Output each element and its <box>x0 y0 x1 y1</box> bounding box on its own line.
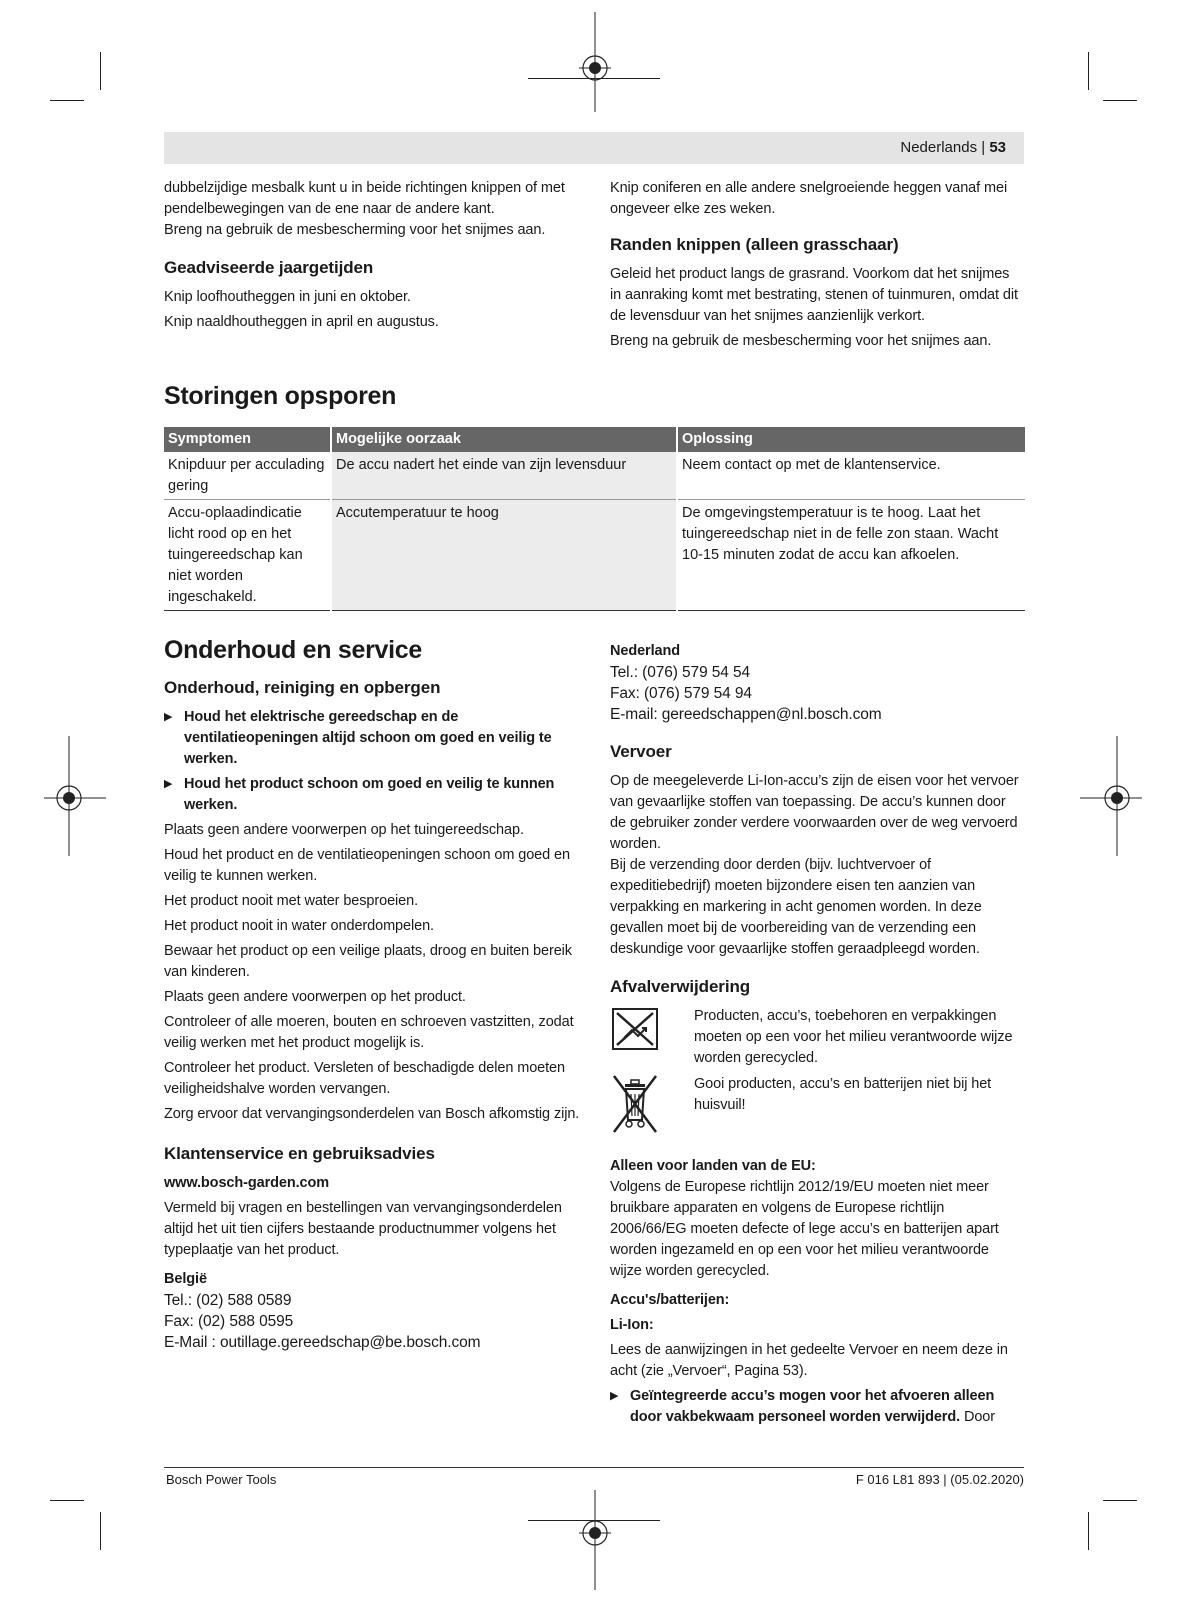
disposal-bullet-rest: Door <box>963 1409 995 1425</box>
recycle-block <box>610 1006 1024 1074</box>
weee-block <box>610 1074 1024 1150</box>
registration-mark-icon <box>573 1490 617 1590</box>
maintenance-paragraph: Het product nooit met water besproeien. <box>164 893 419 909</box>
season-paragraph: Knip naaldhoutheggen in april en augustus. <box>164 314 439 330</box>
maintenance-paragraph: Het product nooit in water onderdompelen. <box>164 918 434 934</box>
table-header: Symptomen <box>164 427 331 452</box>
table-header: Oplossing <box>677 427 1025 452</box>
liion-paragraph: Lees de aanwijzingen in het gedeelte Vervoer en neem deze in acht (zie „Vervoer“, Pagina 53). <box>610 1342 1008 1379</box>
liion-heading: Li-Ion: <box>610 1317 654 1333</box>
intro-paragraph: Breng na gebruik de mesbescherming voor het snijmes aan. <box>164 222 546 238</box>
table-row <box>164 500 1025 611</box>
table-cell: De accu nadert het einde van zijn levensduur <box>331 452 677 500</box>
table-header: Mogelijke oorzaak <box>331 427 677 452</box>
belgium-tel: Tel.: (02) 588 0589 <box>164 1292 292 1309</box>
website-link[interactable]: www.bosch-garden.com <box>164 1175 330 1191</box>
disposal-heading: Afvalverwijdering <box>610 977 751 996</box>
footer-left: Bosch Power Tools <box>166 1472 277 1487</box>
disposal-bullet-bold: Geïntegreerde accu’s mogen voor het afvoeren alleen door vakbekwaam personeel worden verwijderd. <box>630 1388 995 1425</box>
table-cell: De omgevingstemperatuur is te hoog. Laat het tuingereedschap niet in de felle zon staan. Wacht 10-15 minuten zodat de accu kan afkoelen. <box>677 500 1025 611</box>
right-bottom-column <box>610 641 1024 1432</box>
eu-heading: Alleen voor landen van de EU: <box>610 1158 816 1174</box>
country-netherlands: Nederland <box>610 643 681 659</box>
belgium-email[interactable]: E-Mail : outillage.gereedschap@be.bosch.com <box>164 1334 481 1351</box>
maintenance-paragraph: Bewaar het product op een veilige plaats, droog en buiten bereik van kinderen. <box>164 943 572 980</box>
customer-service-heading: Klantenservice en gebruiksadvies <box>164 1144 435 1163</box>
transport-paragraph: Bij de verzending door derden (bijv. luchtvervoer of expeditiebedrijf) moeten bijzondere eisen ten aanzien van verpakking en markering in acht genomen worden. In deze gevallen moet bij de voorbereiding van de verzending een deskundige voor gevaarlijke stoffen geraadpleegd worden. <box>610 857 982 957</box>
conifer-paragraph: Knip coniferen en alle andere snelgroeiende heggen vanaf mei ongeveer elke zes weken. <box>610 180 1008 217</box>
table-cell: Accutemperatuur te hoog <box>331 500 677 611</box>
maintenance-column <box>164 636 580 1353</box>
maintenance-paragraph: Controleer het product. Versleten of beschadigde delen moeten veiligheidshalve worden vervangen. <box>164 1060 565 1097</box>
maintenance-paragraph: Houd het product en de ventilatieopeningen schoon om goed en veilig te kunnen werken. <box>164 847 570 884</box>
maintenance-bullet: ▶ Houd het product schoon om goed en veilig te kunnen werken. <box>164 774 580 816</box>
maintenance-paragraph: Controleer of alle moeren, bouten en schroeven vastzitten, zodat veilig werken met het product mogelijk is. <box>164 1014 574 1051</box>
edge-heading: Randen knippen (alleen grasschaar) <box>610 235 899 254</box>
maintenance-paragraph: Plaats geen andere voorwerpen op het product. <box>164 989 466 1005</box>
footer-right: F 016 L81 893 | (05.02.2020) <box>855 1472 1024 1487</box>
table-cell: Knipduur per acculading gering <box>164 452 331 500</box>
crossed-out-bin-icon <box>612 1074 658 1136</box>
header-language: Nederlands <box>900 139 978 156</box>
footer-divider <box>164 1467 1024 1468</box>
registration-mark-icon <box>573 12 617 112</box>
registration-mark-icon <box>44 736 106 856</box>
page-number: 53 <box>989 139 1006 156</box>
customer-service-text: Vermeld bij vragen en bestellingen van vervangingsonderdelen altijd het uit tien cijfers bestaande productnummer volgens het typeplaatje van het product. <box>164 1200 562 1258</box>
maintenance-paragraph: Plaats geen andere voorwerpen op het tuingereedschap. <box>164 822 524 838</box>
table-cell: Neem contact op met de klantenservice. <box>677 452 1025 500</box>
table-cell: Accu-oplaadindicatie licht rood op en het tuingereedschap kan niet worden ingeschakeld. <box>164 500 331 611</box>
maintenance-bullet: ▶ Houd het elektrische gereedschap en de ventilatieopeningen altijd schoon om goed en veilig te werken. <box>164 707 580 770</box>
right-top-column <box>610 178 1024 356</box>
troubleshooting-table <box>164 427 1025 611</box>
recycle-text: Producten, accu’s, toebehoren en verpakkingen moeten op een voor het milieu verantwoorde wijze worden gerecycled. <box>694 1008 1013 1066</box>
intro-paragraph: dubbelzijdige mesbalk kunt u in beide richtingen knippen of met pendelbewegingen van de ene naar de andere kant. <box>164 180 565 217</box>
page-header <box>164 132 1024 164</box>
table-row <box>164 452 1025 500</box>
country-belgium: België <box>164 1271 207 1287</box>
eu-paragraph: Volgens de Europese richtlijn 2012/19/EU moeten niet meer bruikbare apparaten en volgens de Europese richtlijn 2006/66/EG moeten defecte of lege accu’s en batterijen apart worden ingezameld en op een voor het milieu verantwoorde wijze worden gerecycled. <box>610 1179 999 1279</box>
maintenance-paragraph: Zorg ervoor dat vervangingsonderdelen van Bosch afkomstig zijn. <box>164 1106 580 1122</box>
netherlands-email[interactable]: E-mail: gereedschappen@nl.bosch.com <box>610 706 882 723</box>
troubleshooting-heading: Storingen opsporen <box>164 382 397 410</box>
table-header-row <box>164 427 1025 452</box>
edge-paragraph: Breng na gebruik de mesbescherming voor het snijmes aan. <box>610 333 992 349</box>
disposal-bullet <box>610 1386 1024 1428</box>
transport-paragraph: Op de meegeleverde Li-Ion-accu’s zijn de eisen voor het vervoer van gevaarlijke stoffen van toepassing. De accu’s kunnen door de gebruiker zonder verdere voorwaarden over de weg vervoerd worden. <box>610 773 1019 852</box>
header-text: Nederlands | 53 <box>900 139 1006 156</box>
transport-heading: Vervoer <box>610 742 672 761</box>
household-text: Gooi producten, accu’s en batterijen niet bij het huisvuil! <box>694 1076 992 1113</box>
season-paragraph: Knip loofhoutheggen in juni en oktober. <box>164 289 411 305</box>
netherlands-fax: Fax: (076) 579 54 94 <box>610 685 752 702</box>
edge-paragraph: Geleid het product langs de grasrand. Voorkom dat het snijmes in aanraking komt met bestrating, stenen of tuinmuren, omdat dit de levensduur van het snijmes aanzienlijk verkort. <box>610 266 1018 324</box>
netherlands-tel: Tel.: (076) 579 54 54 <box>610 664 751 681</box>
belgium-fax: Fax: (02) 588 0595 <box>164 1313 294 1330</box>
battery-heading: Accu's/batterijen: <box>610 1292 730 1308</box>
maintenance-subheading: Onderhoud, reiniging en opbergen <box>164 678 441 697</box>
maintenance-heading: Onderhoud en service <box>164 636 422 664</box>
registration-mark-icon <box>1080 736 1142 856</box>
left-top-column <box>164 178 574 337</box>
season-heading: Geadviseerde jaargetijden <box>164 258 374 277</box>
recycle-symbol-icon <box>612 1008 658 1050</box>
